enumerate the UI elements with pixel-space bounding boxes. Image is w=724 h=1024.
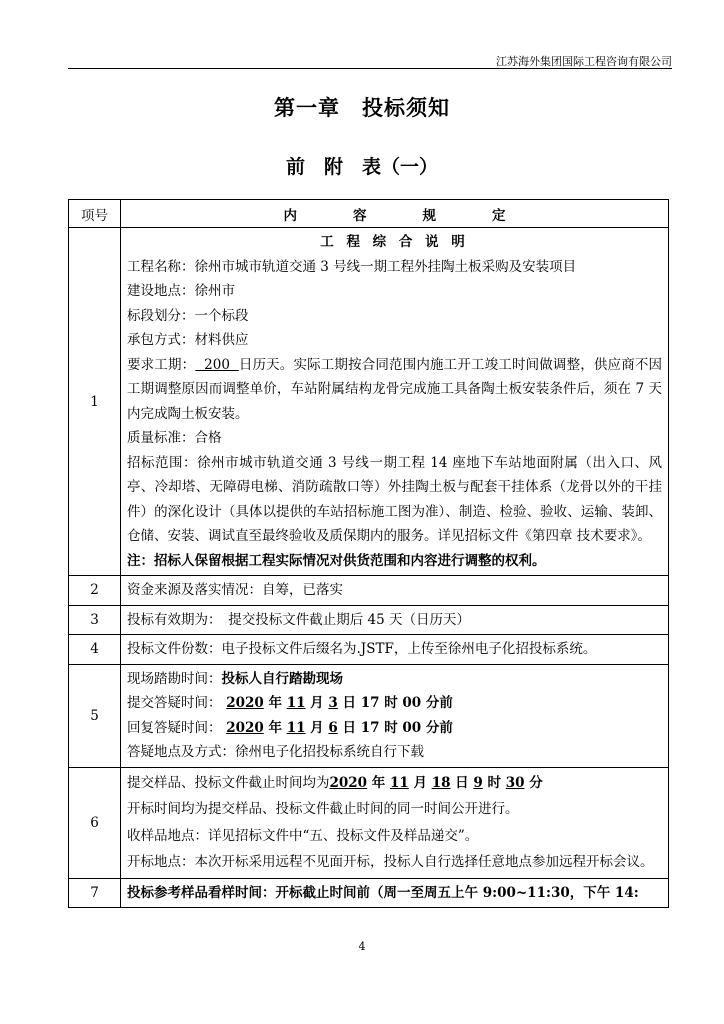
row-number: 7 (69, 878, 121, 908)
table-header-row (69, 200, 669, 228)
scope: 招标范围：徐州市城市轨道交通 3 号线一期工程 14 座地下车站地面附属（出入口、风亭、冷却塔、无障碍电梯、消防疏散口等）外挂陶土板与配套干挂体系（龙骨以外的干挂件）的深化设计（具体以提供的车站招标施工图为准）、制造、检验、验收、运输、装卸、仓储、安装、调试直至最终验收及质保期内的服务。详见招标文件《第四章 技术要求》。 (127, 454, 662, 544)
row-content (121, 228, 669, 576)
project-name: 工程名称：徐州市城市轨道交通 3 号线一期工程外挂陶土板采购及安装项目 (127, 258, 577, 275)
table-row (69, 228, 669, 576)
table-subtitle: 前 附 表（一） (285, 156, 438, 178)
col-item-header: 项号 (69, 200, 121, 228)
row-number: 4 (69, 635, 121, 665)
quality-standard: 质量标准：合格 (127, 430, 222, 446)
table-row (69, 576, 669, 606)
row-number: 1 (69, 228, 121, 576)
site-visit: 现场踏勘时间：投标人自行踏勘现场 (127, 670, 343, 687)
col-content-header: 内 容 规 定 (121, 200, 669, 228)
row-content: 投标参考样品看样时间：开标截止时间前（周一至周五上午 9:00~11:30，下午 14: (121, 878, 669, 908)
row-content (121, 664, 669, 767)
location: 建设地点：徐州市 (127, 283, 235, 299)
table-row (69, 605, 669, 635)
row-content: 投标文件份数：电子投标文件后缀名为.JSTF，上传至徐州电子化招投标系统。 (121, 635, 669, 665)
opening-time: 开标时间均为提交样品、投标文件截止时间的同一时间公开进行。 (127, 801, 519, 817)
header-company: 江苏海外集团国际工程咨询有限公司 (496, 55, 672, 68)
chapter-title: 第一章 投标须知 (274, 95, 450, 120)
note: 注：招标人保留根据工程实际情况对供货范围和内容进行调整的权利。 (127, 552, 546, 569)
page-number: 4 (358, 940, 366, 953)
section-heading: 工 程 综 合 说 明 (320, 234, 469, 250)
table-row (69, 635, 669, 665)
row-number: 2 (69, 576, 121, 606)
lot-division: 标段划分：一个标段 (127, 307, 249, 324)
header-rule (68, 68, 672, 69)
row-number: 5 (69, 664, 121, 767)
reply-question-time: 回复答疑时间： 2020 年 11 月 6 日 17 时 00 分前 (127, 719, 453, 736)
submit-question-time: 提交答疑时间： 2020 年 11 月 3 日 17 时 00 分前 (127, 695, 453, 711)
question-place: 答疑地点及方式：徐州电子化招投标系统自行下载 (127, 744, 424, 760)
row-number: 3 (69, 605, 121, 635)
sample-place: 收样品地点：详见招标文件中“五、投标文件及样品递交”。 (127, 827, 479, 844)
front-table (68, 199, 669, 908)
table-row (69, 664, 669, 767)
contract-mode: 承包方式：材料供应 (127, 332, 249, 348)
table-row (69, 767, 669, 878)
table-row (69, 878, 669, 908)
period: 要求工期： 200 日历天。实际工期按合同范围内施工开工竣工时间做调整，供应商不因工期调整原因而调整单价，车站附属结构龙骨完成施工具备陶土板安装条件后，须在 7 天内完成陶土板安装。 (127, 356, 663, 422)
row-content: 资金来源及落实情况：自筹，已落实 (121, 576, 669, 606)
deadline: 提交样品、投标文件截止时间均为2020 年 11 月 18 日 9 时 30 分 (127, 774, 543, 791)
opening-place: 开标地点：本次开标采用远程不见面开标，投标人自行选择任意地点参加远程开标会议。 (127, 854, 654, 870)
row-content (121, 767, 669, 878)
row-number: 6 (69, 767, 121, 878)
row-content: 投标有效期为： 提交投标文件截止期后 45 天（日历天） (121, 605, 669, 635)
